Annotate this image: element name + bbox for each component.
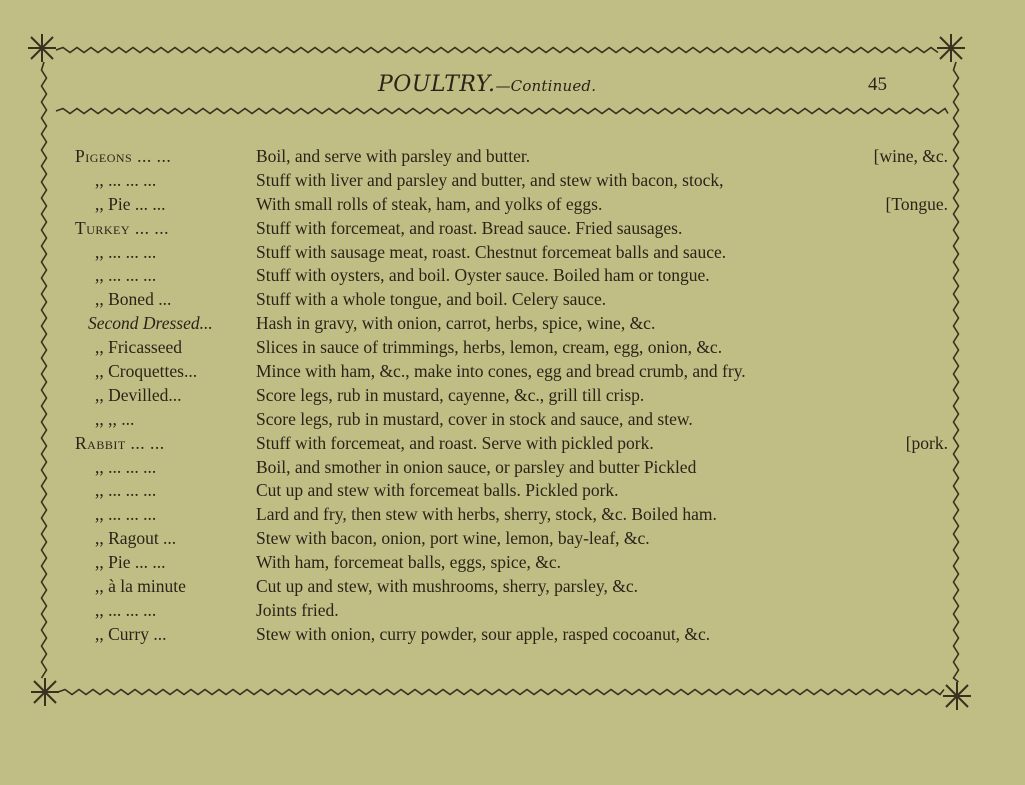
row-description — [256, 360, 948, 384]
table-row — [0, 599, 1025, 623]
table-row — [0, 288, 1025, 312]
row-aside: [Tongue. — [885, 193, 948, 214]
row-description — [256, 384, 948, 408]
row-description — [256, 503, 948, 527]
row-description-text: Cut up and stew with forcemeat balls. Pickled pork. — [256, 480, 619, 501]
table-row — [0, 217, 1025, 241]
corner-star-icon-tr — [937, 34, 965, 62]
table-row — [0, 241, 1025, 265]
row-description — [256, 479, 948, 503]
row-item: ,, ,, ... — [95, 408, 135, 429]
row-item: ,, ... ... ... — [95, 504, 157, 525]
row-item: ,, ... ... ... — [95, 480, 157, 501]
table-row — [0, 384, 1025, 408]
row-description-text: Score legs, rub in mustard, cayenne, &c., grill till crisp. — [256, 384, 645, 405]
row-item: ,, ... ... ... — [95, 456, 157, 477]
row-description — [256, 456, 948, 480]
table-row — [0, 336, 1025, 360]
page-number: 45 — [868, 74, 887, 95]
table-row — [0, 432, 1025, 456]
row-item: Rabbit ... ... — [75, 432, 165, 453]
row-item: ,, Pie ... ... — [95, 552, 166, 573]
row-item: ,, ... ... ... — [95, 265, 157, 286]
table-row — [0, 360, 1025, 384]
row-description — [256, 432, 948, 456]
row-description-text: Stuff with a whole tongue, and boil. Celery sauce. — [256, 289, 607, 310]
header-wave-rule — [56, 109, 948, 114]
table-row — [0, 169, 1025, 193]
row-item: ,, Devilled... — [95, 384, 182, 405]
row-description — [256, 599, 948, 623]
row-description — [256, 169, 948, 193]
page-title: POULTRY.—Continued. — [378, 72, 597, 97]
row-description — [256, 264, 948, 288]
row-item: ,, Fricasseed — [95, 337, 182, 358]
row-description-text: Stuff with sausage meat, roast. Chestnut forcemeat balls and sauce. — [256, 241, 727, 262]
corner-star-icon-br — [943, 682, 971, 710]
table-row — [0, 623, 1025, 647]
row-description — [256, 336, 948, 360]
row-item: ,, à la minute — [95, 576, 186, 597]
table-row — [0, 551, 1025, 575]
row-description — [256, 623, 948, 647]
row-item: ,, Ragout ... — [95, 528, 177, 549]
row-description-text: Boil, and smother in onion sauce, or parsley and butter Pickled — [256, 456, 697, 477]
row-description — [256, 575, 948, 599]
row-description — [256, 193, 948, 217]
table-row — [0, 312, 1025, 336]
row-description — [256, 217, 948, 241]
table-row — [0, 456, 1025, 480]
top-wave-rule — [56, 48, 938, 53]
row-description-text: Stew with onion, curry powder, sour apple, rasped cocoanut, &c. — [256, 623, 711, 644]
row-item: ,, ... ... ... — [95, 599, 157, 620]
row-description — [256, 551, 948, 575]
row-description-text: Hash in gravy, with onion, carrot, herbs, spice, wine, &c. — [256, 313, 656, 334]
row-item: Turkey ... ... — [75, 217, 170, 238]
table-row — [0, 145, 1025, 169]
row-aside: [pork. — [905, 432, 948, 453]
row-item: ,, ... ... ... — [95, 169, 157, 190]
row-item: ,, Croquettes... — [95, 361, 198, 382]
row-item: ,, Curry ... — [95, 623, 167, 644]
bottom-wave-rule — [58, 690, 944, 695]
row-description-text: Stuff with liver and parsley and butter, and stew with bacon, stock, — [256, 169, 724, 190]
row-item: ,, ... ... ... — [95, 241, 157, 262]
row-description-text: With small rolls of steak, ham, and yolks of eggs. — [256, 193, 603, 214]
row-description — [256, 527, 948, 551]
table-row — [0, 503, 1025, 527]
row-description — [256, 408, 948, 432]
row-description-text: Stew with bacon, onion, port wine, lemon, bay-leaf, &c. — [256, 528, 650, 549]
row-description-text: Cut up and stew, with mushrooms, sherry, parsley, &c. — [256, 576, 639, 597]
row-description — [256, 288, 948, 312]
table-row — [0, 479, 1025, 503]
table-row — [0, 408, 1025, 432]
row-item: Second Dressed... — [88, 313, 213, 334]
table-row — [0, 527, 1025, 551]
row-description-text: Stuff with forcemeat, and roast. Bread sauce. Fried sausages. — [256, 217, 683, 238]
running-head — [0, 72, 1025, 98]
table-row — [0, 264, 1025, 288]
corner-star-icon-tl — [28, 34, 56, 62]
corner-star-icon-bl — [31, 678, 59, 706]
page-subtitle: —Continued. — [495, 77, 597, 95]
row-description-text: Stuff with oysters, and boil. Oyster sauce. Boiled ham or tongue. — [256, 265, 710, 286]
row-description-text: Slices in sauce of trimmings, herbs, lemon, cream, egg, onion, &c. — [256, 337, 723, 358]
row-description-text: Joints fried. — [256, 599, 339, 620]
row-description-text: Boil, and serve with parsley and butter. — [256, 146, 531, 166]
row-description-text: Score legs, rub in mustard, cover in stock and sauce, and stew. — [256, 408, 693, 429]
row-item: ,, Pie ... ... — [95, 193, 166, 214]
row-aside: [wine, &c. — [873, 146, 948, 166]
row-description — [256, 145, 948, 169]
row-item: ,, Boned ... — [95, 289, 172, 310]
recipe-table — [0, 145, 1025, 647]
table-row — [0, 575, 1025, 599]
row-item: Pigeons ... ... — [75, 146, 172, 166]
row-description — [256, 241, 948, 265]
row-description-text: Lard and fry, then stew with herbs, sherry, stock, &c. Boiled ham. — [256, 504, 717, 525]
row-description-text: With ham, forcemeat balls, eggs, spice, &c. — [256, 552, 561, 573]
row-description-text: Stuff with forcemeat, and roast. Serve with pickled pork. — [256, 432, 654, 453]
row-description — [256, 312, 948, 336]
table-row — [0, 193, 1025, 217]
row-description-text: Mince with ham, &c., make into cones, egg and bread crumb, and fry. — [256, 361, 746, 382]
